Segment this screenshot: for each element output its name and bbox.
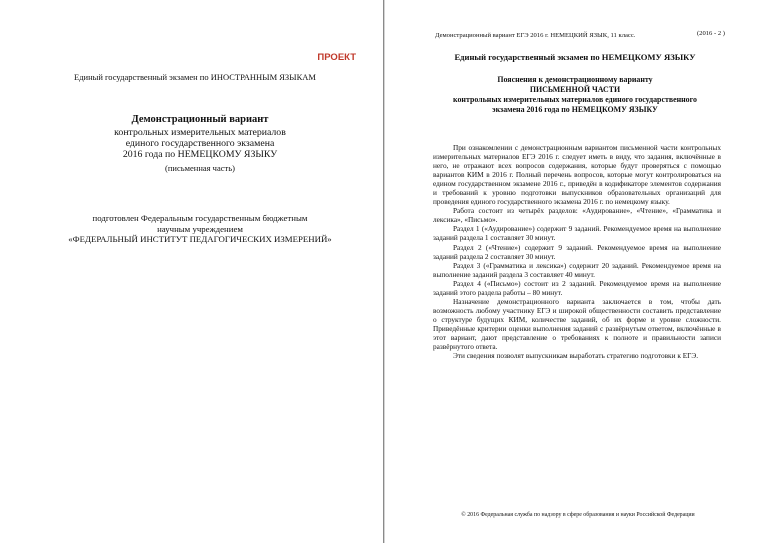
prepared-by	[40, 213, 360, 245]
demo-line: 2016 года по НЕМЕЦКОМУ ЯЗЫКУ	[122, 149, 278, 160]
page-number: (2016 - 2 )	[696, 30, 725, 37]
running-header: Демонстрационный вариант ЕГЭ 2016 г. НЕМЕЦКИЙ ЯЗЫК, 11 класс.	[435, 32, 636, 39]
explanation-line: Пояснения к демонстрационному варианту	[497, 75, 653, 84]
demo-line: единого государственного экзамена	[125, 138, 275, 149]
right-page	[385, 0, 768, 543]
demo-line: контрольных измерительных материалов	[114, 127, 286, 138]
demo-title: Демонстрационный вариант	[131, 114, 269, 125]
demo-note: (письменная часть)	[165, 163, 235, 173]
paragraph: Назначение демонстрационного варианта заключается в том, чтобы дать возможность любому участнику ЕГЭ и широкой общественности составить представление о структуре будущих КИМ, количестве заданий, об их форме и уровне сложности. Приведённые критерии оценки выполнения заданий с развёрнутым ответом, включённые в этот вариант, дают представление о требованиях к полноте и правильности записи развёрнутого ответа.	[433, 296, 721, 352]
footer: © 2016 Федеральная служба по надзору в сфере образования и науки Российской Федерации	[461, 512, 695, 518]
paragraph: При ознакомлении с демонстрационным вариантом письменной части контрольных измерительных материалов ЕГЭ 2016 г. следует иметь в виду, что задания, включённые в него, не отражают всех вопросов содержания, которые будут проверяться с помощью вариантов КИМ в 2016 г. Полный перечень вопросов, которые могут контролироваться на едином государственном экзамене 2016 г., приведён в кодификаторе элементов содержания и требований к уровню подготовки выпускников образовательных организаций для проведения единого государственного экзамена 2016 г. по немецкому языку.	[433, 143, 721, 207]
page-title: Единый государственный экзамен по НЕМЕЦКОМУ ЯЗЫКУ	[454, 52, 696, 62]
explanation-line: контрольных измерительных материалов единого государственного	[453, 95, 697, 104]
prepared-line: подготовлен Федеральным государственным бюджетным	[92, 213, 308, 223]
prepared-line: «ФЕДЕРАЛЬНЫЙ ИНСТИТУТ ПЕДАГОГИЧЕСКИХ ИЗМЕРЕНИЙ»	[68, 234, 332, 244]
paragraph: Работа состоит из четырёх разделов: «Аудирование», «Чтение», «Грамматика и лексика», «Письмо».	[433, 206, 721, 225]
paragraph: Раздел 3 («Грамматика и лексика») содержит 20 заданий. Рекомендуемое время на выполнение заданий раздела 3 составляет 40 минут.	[433, 260, 721, 279]
left-page	[0, 0, 383, 543]
prepared-line: научным учреждением	[157, 223, 243, 234]
paragraph: Раздел 1 («Аудирование») содержит 9 заданий. Рекомендуемое время на выполнение заданий раздела 1 составляет 30 минут.	[433, 224, 721, 243]
body-text	[433, 143, 721, 360]
paragraph: Раздел 2 («Чтение») содержит 9 заданий. Рекомендуемое время на выполнение заданий раздела 2 составляет 30 минут.	[433, 242, 721, 261]
paragraph: Эти сведения позволят выпускникам выработать стратегию подготовки к ЕГЭ.	[453, 351, 699, 361]
explanation-line: экзамена 2016 года по НЕМЕЦКОМУ ЯЗЫКУ	[492, 105, 658, 114]
demo-subtitle	[40, 127, 360, 160]
project-label: ПРОЕКТ	[317, 52, 356, 63]
exam-line: Единый государственный экзамен по ИНОСТРАННЫМ ЯЗЫКАМ	[74, 72, 316, 82]
explanation-heading	[405, 75, 745, 115]
paragraph: Раздел 4 («Письмо») состоит из 2 заданий. Рекомендуемое время на выполнение заданий этого раздела работы – 80 минут.	[433, 278, 721, 297]
explanation-line: ПИСЬМЕННОЙ ЧАСТИ	[529, 85, 621, 94]
